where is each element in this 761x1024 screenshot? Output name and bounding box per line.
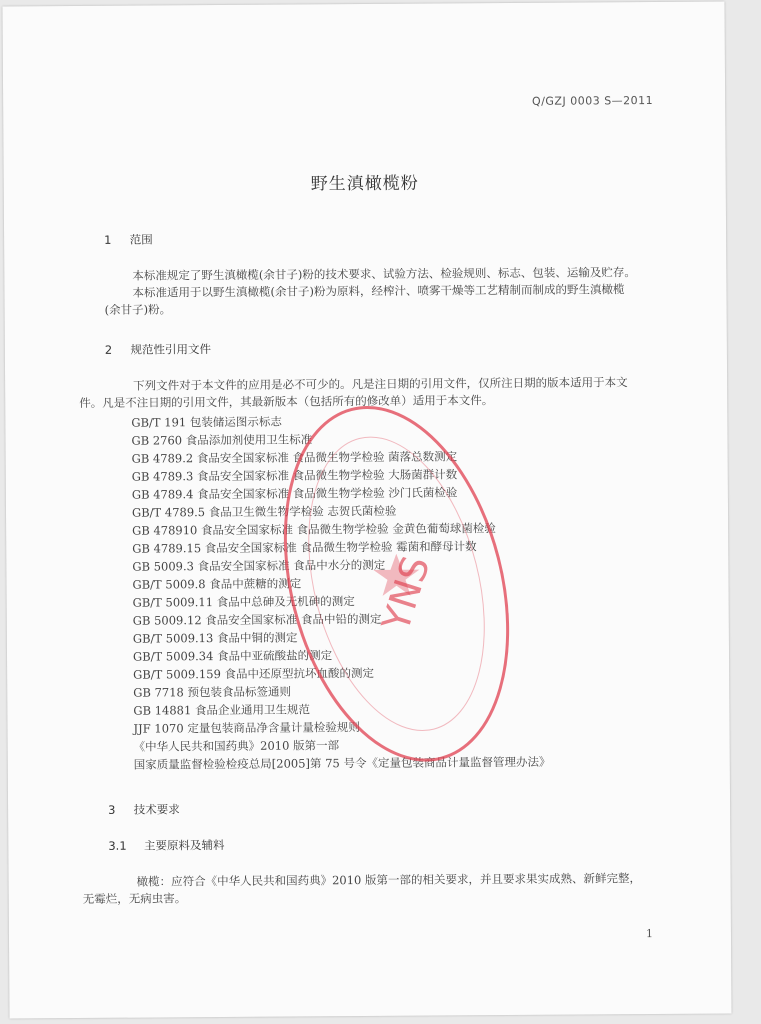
document-page [2,1,731,1018]
reference-item: GB 4789.3 食品安全国家标准 食品微生物学检验 大肠菌群计数 [131,467,458,484]
normative-intro [79,374,669,412]
reference-item: GB/T 4789.5 食品卫生微生物学检验 志贺氏菌检验 [131,503,397,520]
materials-paragraph [83,870,673,908]
stamp-text: YNS [373,550,439,637]
reference-item: 国家质量监督检验检疫总局[2005]第 75 号令《定量包装商品计量监督管理办法》 [133,754,551,772]
reference-item: GB 2760 食品添加剂使用卫生标准 [131,432,313,448]
scope-line: 本标准适用于以野生滇橄榄(余甘子)粉为原料，经榨汁、喷雾干燥等工艺精制而制成的野生滇橄榄 [132,282,625,300]
materials-line: 橄榄：应符合《中华人民共和国药典》2010 版第一部的相关要求，并且要求果实成熟、新鲜完整， [136,871,642,889]
section-3-1-title: 主要原料及辅料 [143,838,225,853]
page-number: 1 [645,927,654,941]
reference-item: GB/T 5009.8 食品中蔗糖的测定 [132,576,302,592]
reference-item: JJF 1070 定量包装商品净含量计量检验规则 [133,720,360,736]
reference-item: GB 5009.3 食品安全国家标准 食品中水分的测定 [132,557,386,574]
scope-paragraph [104,264,664,319]
reference-item: GB 14881 食品企业通用卫生规范 [133,702,310,718]
reference-item: GB 4789.15 食品安全国家标准 食品微生物学检验 霉菌和酵母计数 [132,539,477,556]
reference-item: GB/T 5009.34 食品中亚硫酸盐的测定 [132,648,333,664]
section-2-number: 2 [104,342,113,357]
reference-item: GB/T 5009.11 食品中总砷及无机砷的测定 [132,594,355,610]
normative-intro-line: 下列文件对于本文件的应用是必不可少的。凡是注日期的引用文件，仅所注日期的版本适用于本文 [133,375,628,393]
reference-list [131,411,550,774]
reference-item: GB 4789.2 食品安全国家标准 食品微生物学检验 菌落总数测定 [131,449,458,466]
section-3-number: 3 [108,802,116,817]
reference-item: GB/T 191 包装储运图示标志 [131,414,282,430]
section-1-heading [104,231,153,247]
reference-item: 《中华人民共和国药典》2010 版第一部 [133,738,340,754]
section-3-title: 技术要求 [133,802,180,817]
document-code: Q/GZJ 0003 S—2011 [531,93,654,108]
reference-item: GB/T 5009.159 食品中还原型抗坏血酸的测定 [133,665,375,682]
section-1-number: 1 [104,232,112,247]
reference-item: GB 478910 食品安全国家标准 食品微生物学检验 金黄色葡萄球菌检验 [132,521,496,538]
section-1-title: 范围 [129,232,153,247]
section-3-heading [108,801,180,817]
section-3-1-number: 3.1 [108,838,127,853]
normative-intro-line: 件。凡是不注日期的引用文件，其最新版本（包括所有的修改单）适用于本文件。 [79,393,494,411]
section-3-1-heading [108,837,224,854]
section-2-heading [105,341,211,358]
reference-item: GB 5009.12 食品安全国家标准 食品中铅的测定 [132,611,382,628]
document-title: 野生滇橄榄粉 [310,173,419,195]
section-2-title: 规范性引用文件 [130,342,212,357]
scope-line: 本标准规定了野生滇橄榄(余甘子)粉的技术要求、试验方法、检验规则、标志、包装、运输及贮存。 [132,265,636,283]
reference-item: GB 7718 预包装食品标签通则 [133,684,292,700]
reference-item: GB/T 5009.13 食品中铜的测定 [132,630,298,646]
scope-line: (余甘子)粉。 [104,302,172,317]
reference-item: GB 4789.4 食品安全国家标准 食品微生物学检验 沙门氏菌检验 [131,485,458,502]
materials-line: 无霉烂，无病虫害。 [82,891,187,906]
